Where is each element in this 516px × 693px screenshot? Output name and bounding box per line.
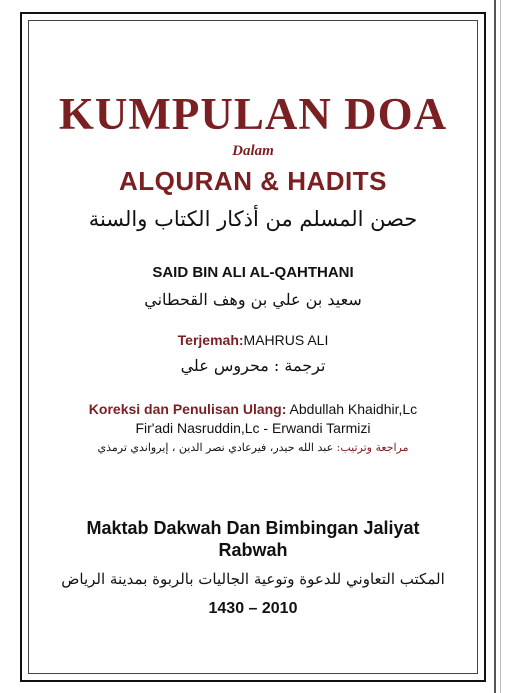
author-name: SAID BIN ALI AL-QAHTHANI — [152, 264, 354, 281]
page-edge-rule — [494, 0, 496, 693]
publisher-line-2: Rabwah — [218, 540, 288, 560]
translator-arabic: ترجمة : محروس علي — [180, 356, 326, 375]
book-title: KUMPULAN DOA — [58, 89, 448, 139]
title-connector: Dalam — [232, 143, 274, 159]
author-name-arabic: سعيد بن علي بن وهف القحطاني — [144, 290, 362, 309]
publisher-name-arabic: المكتب التعاوني للدعوة وتوعية الجاليات بالربوة بمدينة الرياض — [61, 570, 445, 588]
book-subtitle: ALQURAN & HADITS — [119, 166, 387, 196]
correction-credits — [30, 400, 476, 438]
translator-label: Terjemah: — [177, 332, 244, 348]
page-edge-rule-thin — [500, 0, 501, 693]
correction-arabic-label: مراجعة وترتيب: — [336, 441, 409, 454]
correction-line-1 — [30, 400, 476, 419]
correction-names-2: Fir'adi Nasruddin,Lc - Erwandi Tarmizi — [135, 420, 371, 436]
arabic-book-title: حصن المسلم من أذكار الكتاب والسنة — [88, 207, 418, 231]
correction-credits-arabic — [30, 439, 476, 457]
translator-line — [30, 330, 476, 350]
correction-label: Koreksi dan Penulisan Ulang: — [88, 401, 287, 417]
publisher-line-1: Maktab Dakwah Dan Bimbingan Jaliyat — [86, 518, 420, 538]
correction-arabic-names: عبد الله حيدر، فيرعادي نصر الدين ، إيرواندي ترمذي — [97, 441, 334, 454]
publisher-name — [30, 517, 476, 561]
publication-year: 1430 – 2010 — [208, 600, 298, 617]
correction-names-1: Abdullah Khaidhir,Lc — [289, 401, 418, 417]
translator-name: MAHRUS ALI — [243, 332, 329, 348]
